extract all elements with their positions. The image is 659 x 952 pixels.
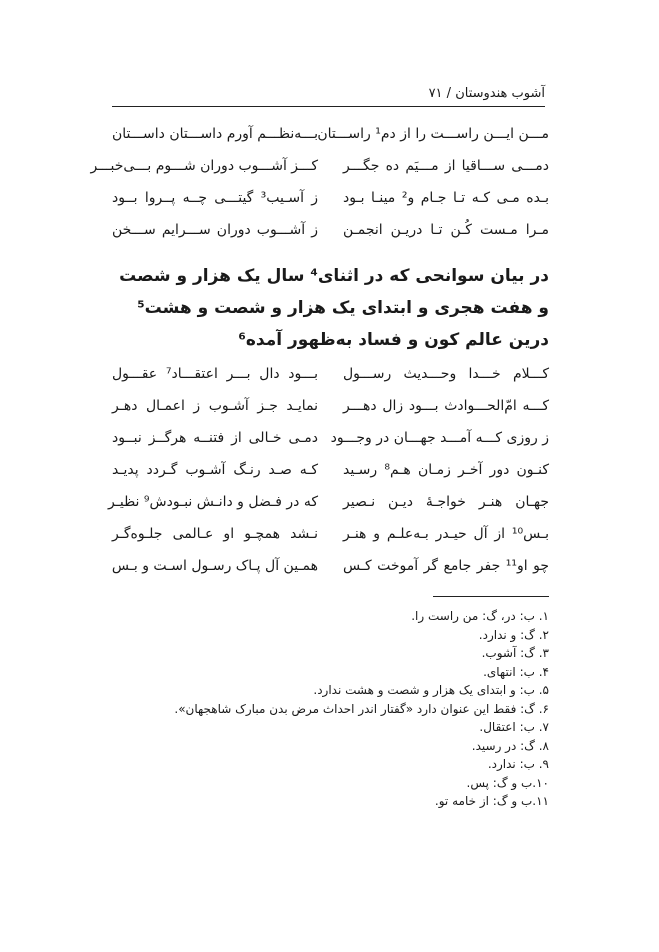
verse-row [112,118,549,150]
hemistich-left: که در فـضل و دانـش نبـودش⁹ نظیـر [108,494,318,510]
verse-row [112,422,549,454]
verse-row [112,518,549,550]
hemistich-right: کنـون دور آخـر زمـان هـم⁸ رسـید [343,462,549,478]
footnote: ۲. گ: و ندارد. [478,627,549,642]
verse-row [112,214,549,246]
hemistich-right: بـس¹⁰ از آل حیـدر بـه‌علـم و هنـر [343,526,549,542]
hemistich-right: جهـان هنـر خواجـهٔ دیـن نـصیر [343,494,549,510]
verse-row [112,182,549,214]
hemistich-right: کـــه امّ‌الحـــوادث بـــود زال دهـــر [343,398,549,414]
hemistich-left: همـین آل پـاک رسـول اسـت و بـس [111,558,318,574]
verse-row [108,486,549,518]
verses-bottom [108,358,549,582]
footnotes [112,607,549,811]
verse-row [112,390,549,422]
hemistich-right: مـرا مـست کُـن تـا دریـن انجمـن [343,222,549,238]
hemistich-left: نـشد همچـو او عـالمی جلـوه‌گـر [112,526,318,542]
footnote: ۹. ب: ندارد. [487,757,549,771]
footnote: ۳. گ: آشوب. [481,646,549,660]
section-heading: در بیان سوانحی که در اثنای⁴ سال یک هزار و شصت و هفت هجری و ابتدای یک هزار و شصت و هشت⁵ درین عالم کون و فساد به‌ظهور آمده⁶ [119,266,549,350]
verse-row [112,550,549,582]
hemistich-left: کـــز آشـــوب دوران شـــوم بـــی‌خبـــر [90,158,318,174]
hemistich-left: بـــه‌نظـــم آورم داســـتان داســـتان [111,126,318,142]
hemistich-left: ز آشـــوب دوران ســـرایم ســـخن [112,222,318,238]
hemistich-right: دمـــی ســـاقیا از مـــیَم ده جگـــر [343,158,549,174]
footnote: ۱. ب: در، گ: من راست را. [411,609,549,623]
page-header [112,86,545,107]
verse-row [112,454,549,486]
running-title: آشوب هندوستان / ۷۱ [428,86,545,101]
verses-top [90,118,549,246]
hemistich-left: بـــود دال بـــر اعتقـــاد⁷ عقـــول [112,366,318,382]
hemistich-left: نمایـد جـز آشـوب ز اعمـال دهـر [112,398,318,414]
hemistich-right: کـــلام خـــدا وحـــدیث رســـول [343,366,549,382]
footnote: ۸. گ: در رسید. [471,738,549,753]
hemistich-left: ز آسـیب³ گیتـــی چــه پــروا بــود [112,190,319,206]
footnote-divider [433,596,549,597]
hemistich-right: مـــن ایـــن راســـت را از دم¹ راســـتان [317,126,549,142]
hemistich-left: کـه صـد رنـگ آشـوب گـردد پدیـد [112,462,318,478]
footnote: ۱۱.ب و گ: از خامه تو. [434,794,549,808]
hemistich-left: دمـی خـالی از فتنــه هرگــز نبــود [112,430,318,446]
footnote: ۱۰.ب و گ: پس. [466,775,549,790]
verse-row [112,358,549,390]
footnote: ۵. ب: و ابتدای یک هزار و شصت و هشت ندارد. [313,683,549,697]
hemistich-right: ز روزی کـــه آمـــد جهـــان در وجـــود [330,430,549,446]
footnote: ۷. ب: اعتقال. [479,720,549,734]
hemistich-right: بـده مـی کـه تـا جـام و² مینـا بـود [343,190,549,206]
verse-row [90,150,549,182]
footnote: ۴. ب: انتهای. [483,664,549,679]
footnote: ۶. گ: فقط این عنوان دارد «گفتار اندر احداث مرض بدن مبارک شاهجهان». [174,701,549,716]
hemistich-right: چو او¹¹ جفر جامع گر آموخت کـس [343,558,549,574]
